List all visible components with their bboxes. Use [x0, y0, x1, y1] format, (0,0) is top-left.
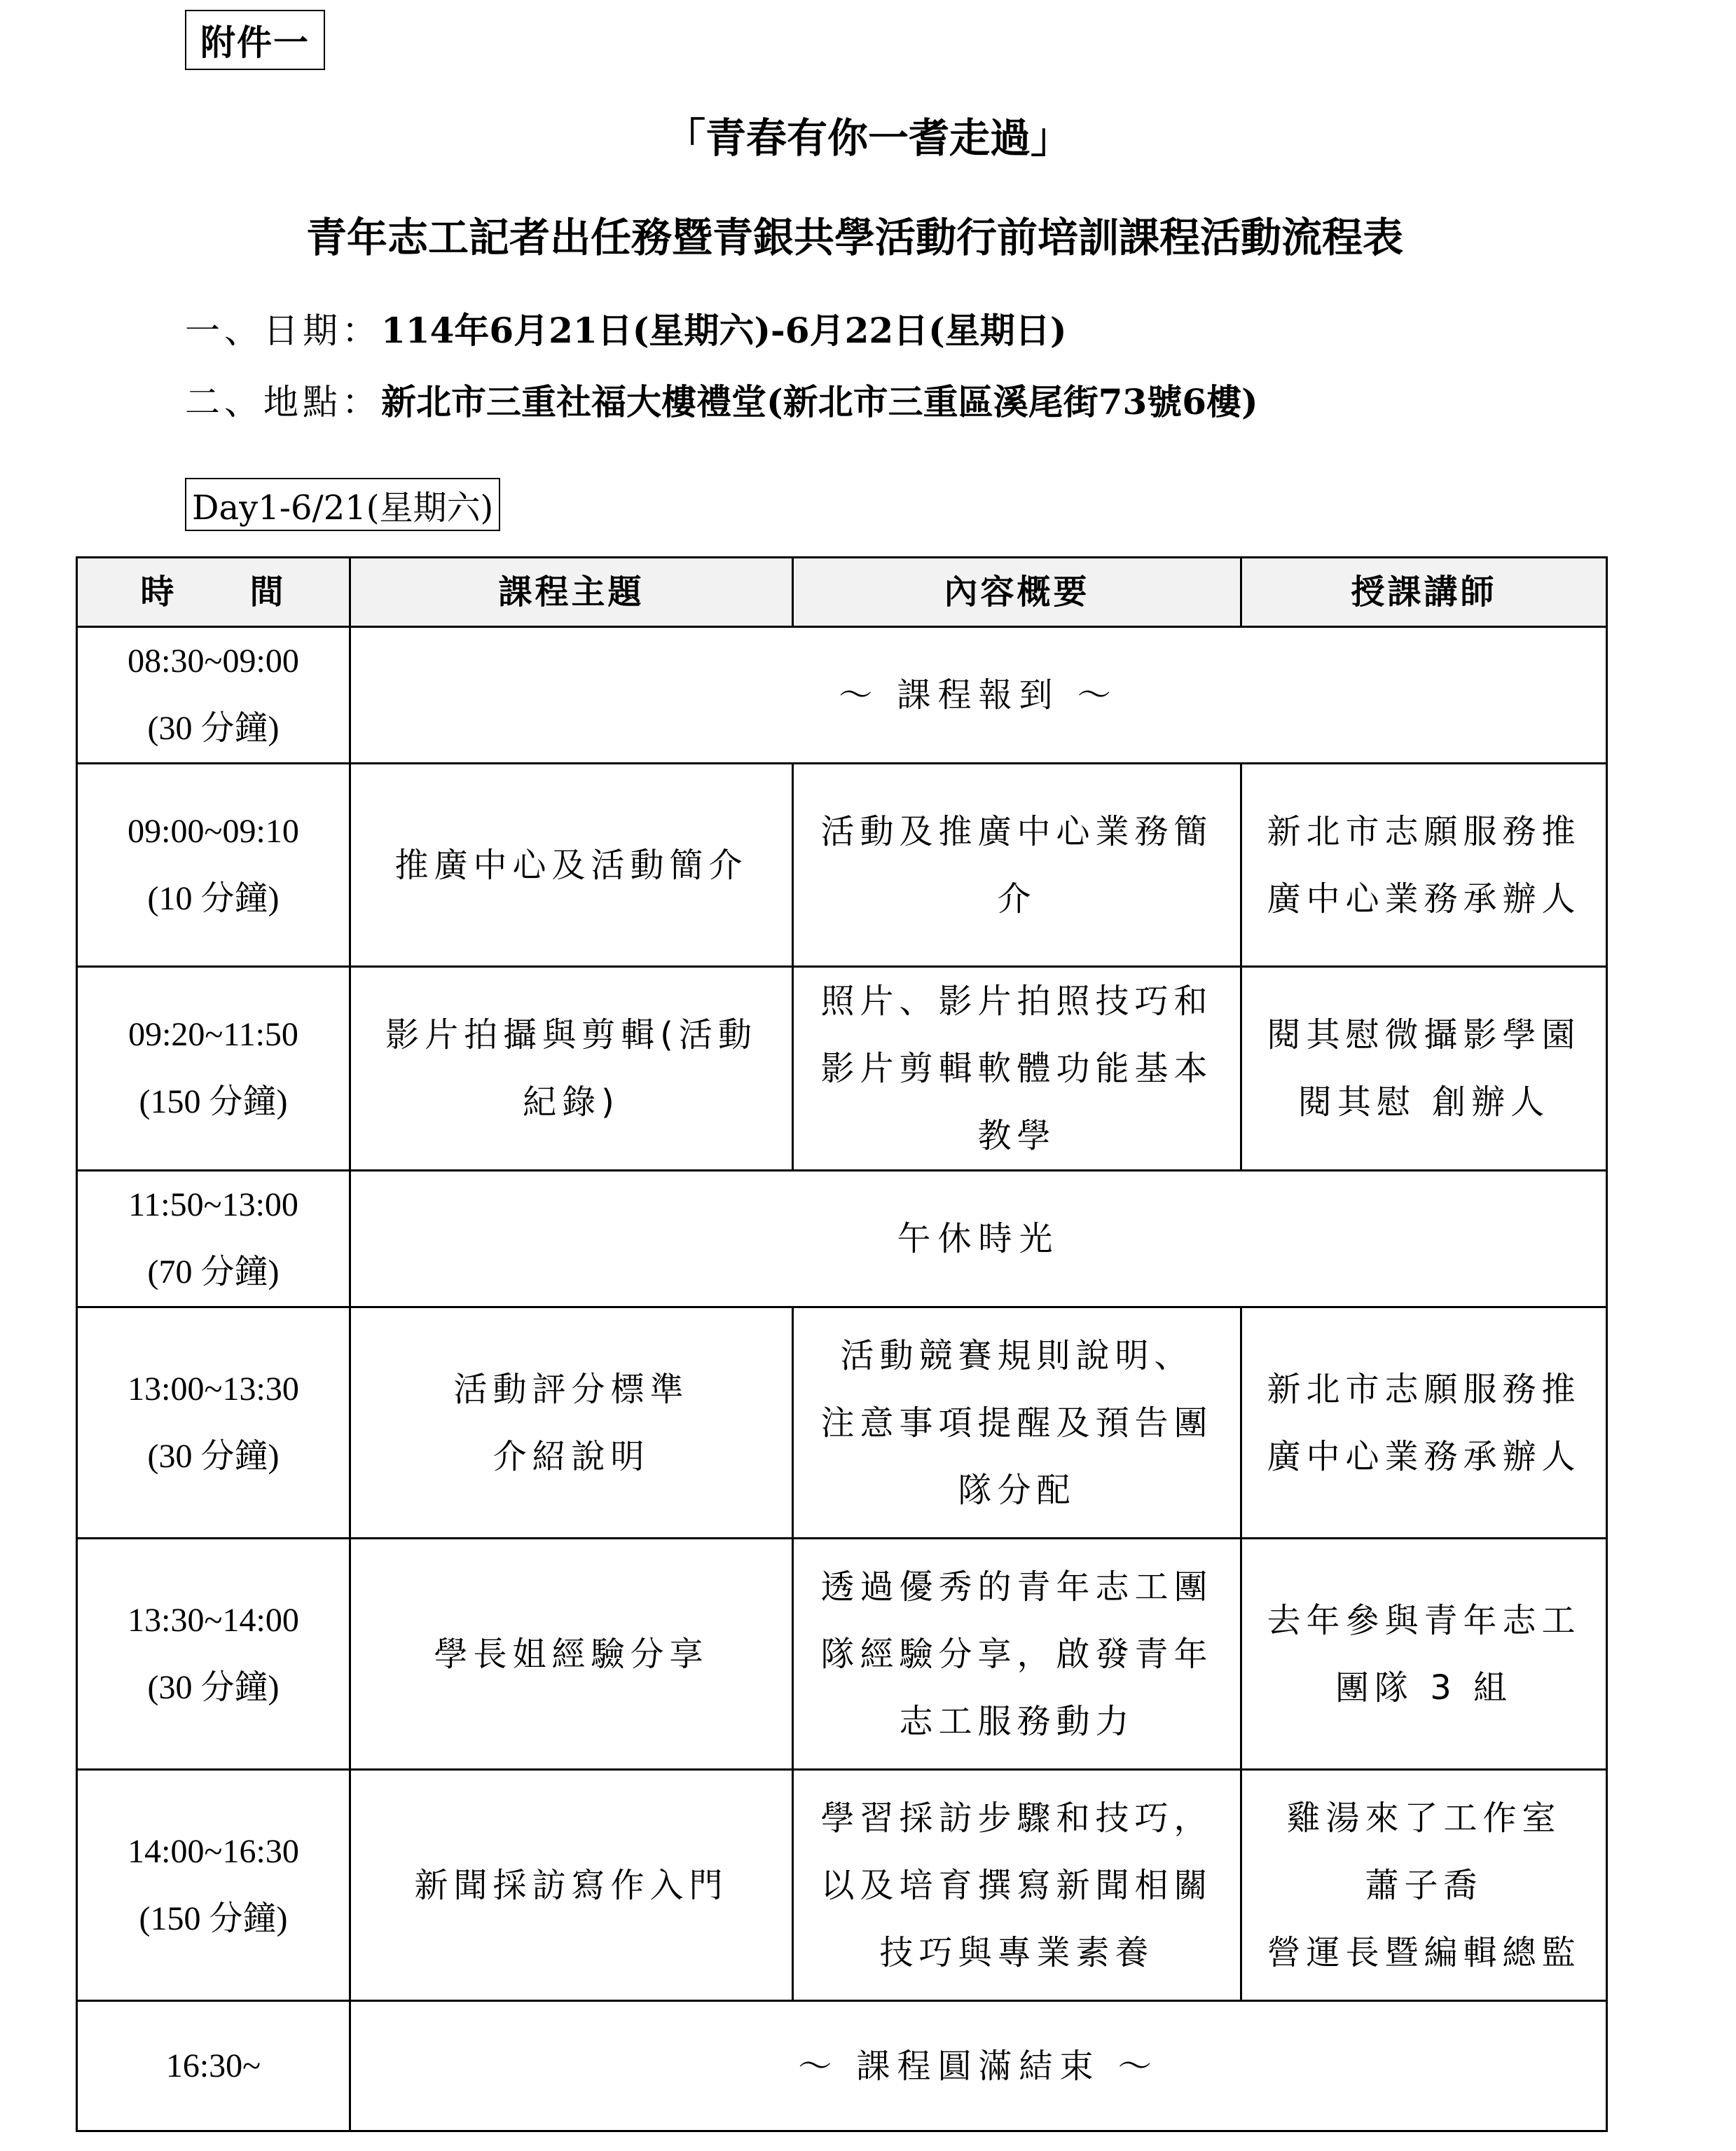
duration: (150 分鐘): [139, 1899, 288, 1937]
topic-line: 影片拍攝與剪輯(活動: [385, 1015, 757, 1054]
schedule-body: [77, 627, 1607, 2131]
instructor-cell: [1241, 764, 1607, 967]
content-line: 志工服務動力: [899, 1701, 1135, 1741]
instructor-line: 新北市志願服務推: [1267, 811, 1581, 851]
topic-line: 活動評分標準: [453, 1369, 689, 1409]
content-cell: [793, 764, 1241, 967]
content-line: 注意事項提醒及預告團: [820, 1403, 1213, 1443]
table-row: [77, 627, 1607, 764]
content-line: 透過優秀的青年志工團: [820, 1567, 1213, 1607]
time-range: 13:00~13:30: [128, 1370, 299, 1408]
session-note: ～ 課程報到 ～: [350, 627, 1607, 764]
session-note: ～ 課程圓滿結束 ～: [350, 2001, 1607, 2131]
instructor-cell: [1241, 1539, 1607, 1770]
session-note: 午休時光: [350, 1171, 1607, 1307]
time-cell: [77, 1307, 350, 1539]
topic-cell: [350, 1539, 793, 1770]
instructor-line: 營運長暨編輯總監: [1267, 1932, 1581, 1972]
instructor-cell: [1241, 1770, 1607, 2001]
content-line: 技巧與專業素養: [879, 1932, 1155, 1972]
instructor-line: 閱其慰微攝影學園: [1267, 1015, 1581, 1054]
schedule-table: [76, 556, 1608, 2132]
time-range: 09:20~11:50: [128, 1016, 298, 1053]
time-range: 09:00~09:10: [128, 812, 299, 850]
time-range: 16:30~: [165, 2047, 261, 2084]
header-time: 時 間: [77, 558, 350, 627]
table-header-row: [77, 558, 1607, 627]
content-cell: [793, 1770, 1241, 2001]
content-line: 以及培育撰寫新聞相關: [820, 1865, 1213, 1905]
content-line: 教學: [977, 1116, 1056, 1155]
table-row: [77, 1539, 1607, 1770]
time-cell: [77, 2001, 350, 2131]
location-value: 新北市三重社福大樓禮堂(新北市三重區溪尾街73號6樓): [381, 381, 1258, 422]
content-line: 影片剪輯軟體功能基本: [820, 1049, 1213, 1088]
instructor-line: 蕭子喬: [1365, 1865, 1483, 1905]
content-cell: [793, 1539, 1241, 1770]
content-cell: [793, 967, 1241, 1171]
time-range: 13:30~14:00: [128, 1601, 299, 1639]
topic-cell: [350, 1770, 793, 2001]
time-range: 08:30~09:00: [128, 642, 299, 680]
instructor-line: 新北市志願服務推: [1267, 1369, 1581, 1409]
instructor-line: 廣中心業務承辦人: [1267, 1436, 1581, 1476]
content-line: 學習採訪步驟和技巧，: [820, 1798, 1213, 1838]
table-row: [77, 764, 1607, 967]
content-line: 隊分配: [958, 1470, 1076, 1510]
topic-line: 新聞採訪寫作入門: [414, 1865, 729, 1905]
table-row: [77, 1171, 1607, 1307]
day-label: Day1-6/21(星期六): [185, 478, 500, 531]
content-line: 照片、影片拍照技巧和: [820, 982, 1213, 1021]
time-cell: [77, 764, 350, 967]
table-row: [77, 1307, 1607, 1539]
content-line: 隊經驗分享，啟發青年: [820, 1634, 1213, 1674]
header-content: 內容概要: [793, 558, 1241, 627]
duration: (10 分鐘): [147, 879, 280, 917]
time-cell: [77, 967, 350, 1171]
topic-cell: [350, 764, 793, 967]
date-label: 一、日期：: [185, 310, 381, 351]
header-instructor: 授課講師: [1241, 558, 1607, 627]
date-line: [185, 303, 1067, 353]
topic-cell: [350, 1307, 793, 1539]
content-line: 活動競賽規則說明、: [840, 1335, 1194, 1375]
content-cell: [793, 1307, 1241, 1539]
time-cell: [77, 627, 350, 764]
topic-line: 介紹說明: [492, 1436, 650, 1476]
table-row: [77, 1770, 1607, 2001]
time-range: 14:00~16:30: [128, 1832, 299, 1870]
instructor-line: 雞湯來了工作室: [1286, 1798, 1562, 1838]
instructor-line: 廣中心業務承辦人: [1267, 879, 1581, 919]
content-line: 活動及推廣中心業務簡: [820, 811, 1213, 851]
time-range: 11:50~13:00: [128, 1186, 298, 1223]
duration: (70 分鐘): [147, 1253, 280, 1291]
topic-cell: [350, 967, 793, 1171]
time-cell: [77, 1539, 350, 1770]
annex-label: 附件一: [185, 10, 325, 70]
content-line: 介: [997, 879, 1037, 919]
document-subtitle: 青年志工記者出任務暨青銀共學活動行前培訓課程活動流程表: [305, 214, 1403, 261]
table-row: [77, 967, 1607, 1171]
time-cell: [77, 1171, 350, 1307]
duration: (30 分鐘): [147, 710, 280, 747]
topic-line: 學長姐經驗分享: [434, 1634, 709, 1674]
instructor-cell: [1241, 1307, 1607, 1539]
instructor-line: 閱其慰 創辦人: [1297, 1083, 1550, 1122]
location-label: 二、地點：: [185, 382, 381, 422]
date-value: 114年6月21日(星期六)-6月22日(星期日): [381, 310, 1067, 351]
topic-line: 紀錄): [523, 1083, 620, 1122]
document-title: 「青春有你一耆走過」: [664, 114, 1071, 162]
header-topic: 課程主題: [350, 558, 793, 627]
table-row: [77, 2001, 1607, 2131]
instructor-line: 去年參與青年志工: [1267, 1600, 1581, 1640]
duration: (150 分鐘): [139, 1083, 288, 1120]
instructor-cell: [1241, 967, 1607, 1171]
topic-line: 推廣中心及活動簡介: [394, 845, 748, 885]
time-cell: [77, 1770, 350, 2001]
duration: (30 分鐘): [147, 1437, 280, 1475]
duration: (30 分鐘): [147, 1668, 280, 1706]
location-line: [185, 374, 1258, 425]
instructor-line: 團隊 3 組: [1335, 1668, 1513, 1707]
